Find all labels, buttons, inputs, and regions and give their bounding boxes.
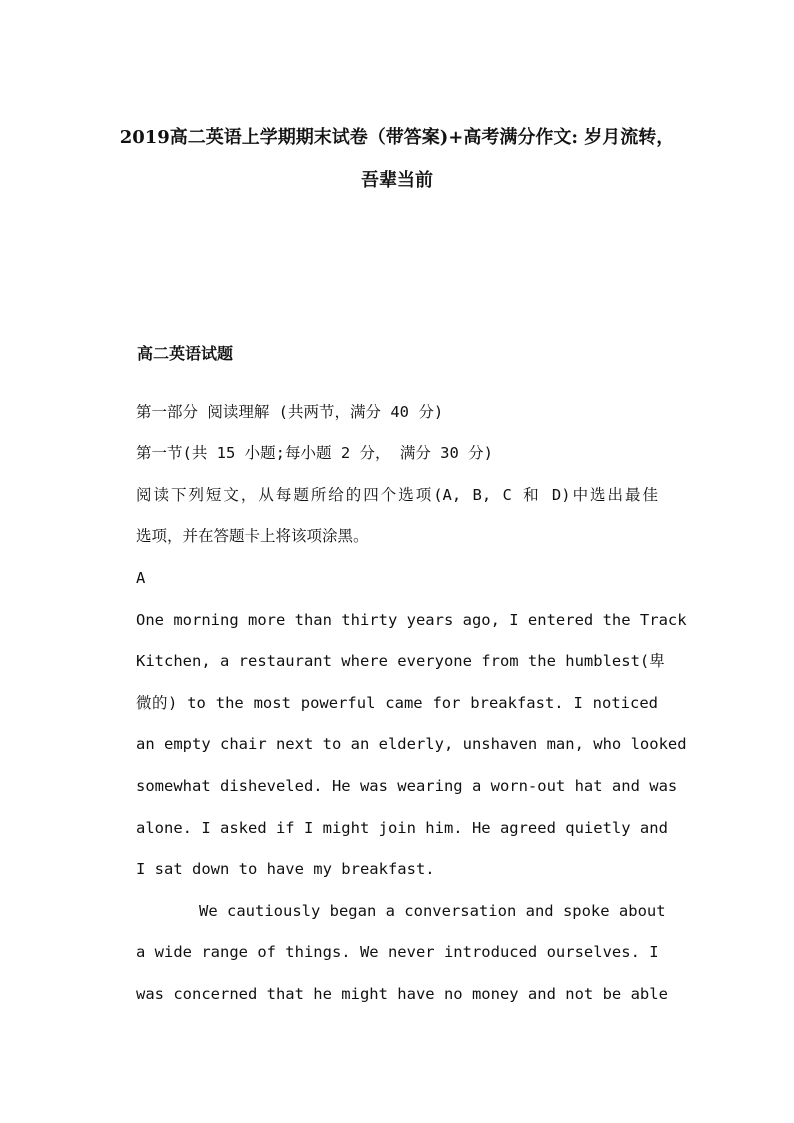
section-heading: 高二英语试题 bbox=[137, 344, 234, 363]
passage-line-3: 微的) to the most powerful came for breakfast. I noticed bbox=[136, 694, 658, 712]
document-title-line-1: 2019高二英语上学期期末试卷（带答案)+高考满分作文: 岁月流转， bbox=[119, 127, 675, 148]
text-line-section-one: 第一节(共 15 小题;每小题 2 分， 满分 30 分) bbox=[136, 444, 493, 462]
text-line-instruction-1: 阅读下列短文，从每题所给的四个选项(A, B, C 和 D)中选出最佳 bbox=[136, 486, 658, 504]
passage-line-4: an empty chair next to an elderly, unshaven man, who looked bbox=[136, 735, 687, 753]
text-line-instruction-2: 选项，并在答题卡上将该项涂黑。 bbox=[136, 527, 369, 545]
passage-label-a: A bbox=[136, 569, 146, 587]
passage-line-2: Kitchen, a restaurant where everyone from the humblest(卑 bbox=[136, 652, 665, 670]
passage-line-5: somewhat disheveled. He was wearing a worn-out hat and was bbox=[136, 777, 678, 795]
passage-line-7: I sat down to have my breakfast. bbox=[136, 860, 435, 878]
passage-line-10: was concerned that he might have no money and not be able bbox=[136, 985, 668, 1003]
passage-line-9: a wide range of things. We never introduced ourselves. I bbox=[136, 943, 659, 961]
document-title-line-2: 吾辈当前 bbox=[361, 170, 433, 191]
passage-line-1: One morning more than thirty years ago, I entered the Track bbox=[136, 611, 687, 629]
text-line-part-one: 第一部分 阅读理解 (共两节，满分 40 分) bbox=[136, 403, 444, 421]
passage-line-8: We cautiously began a conversation and spoke about bbox=[199, 902, 666, 920]
passage-line-6: alone. I asked if I might join him. He agreed quietly and bbox=[136, 819, 668, 837]
